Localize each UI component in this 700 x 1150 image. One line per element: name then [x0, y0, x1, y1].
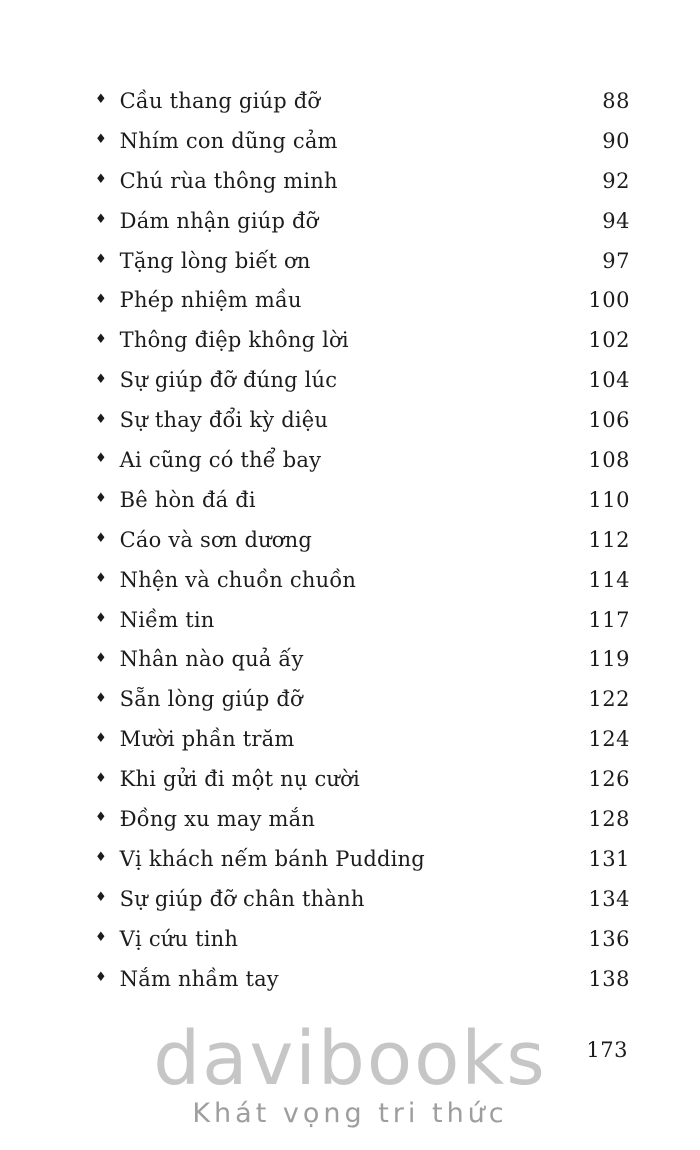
- toc-entry-title: Vị cứu tinh: [119, 926, 239, 951]
- toc-entry-page-number: 90: [602, 128, 630, 153]
- toc-entry-page-number: 114: [588, 567, 630, 592]
- toc-entry: [95, 81, 630, 121]
- diamond-bullet-icon: ♦: [95, 611, 107, 627]
- diamond-bullet-icon: ♦: [95, 770, 107, 786]
- diamond-bullet-icon: ♦: [95, 252, 107, 267]
- toc-entry-title: Vị khách nếm bánh Pudding: [119, 846, 425, 871]
- toc-entry-title: Nắm nhầm tay: [119, 966, 279, 991]
- diamond-bullet-icon: ♦: [95, 172, 107, 188]
- toc-entry-page-number: 131: [588, 846, 630, 871]
- toc-entry: [95, 959, 630, 999]
- toc-entry-page-number: 110: [588, 487, 630, 512]
- toc-entry: [95, 121, 630, 161]
- diamond-bullet-icon: ♦: [95, 92, 107, 108]
- diamond-bullet-icon: ♦: [95, 810, 107, 826]
- toc-entry-page-number: 104: [588, 368, 630, 393]
- diamond-bullet-icon: ♦: [95, 890, 107, 906]
- diamond-bullet-icon: ♦: [95, 930, 107, 946]
- toc-entry-page-number: 117: [588, 607, 630, 632]
- toc-entry-page-number: 94: [602, 208, 630, 233]
- diamond-bullet-icon: ♦: [95, 132, 107, 148]
- diamond-bullet-icon: ♦: [95, 291, 107, 307]
- toc-entry-page-number: 128: [588, 806, 630, 831]
- toc-entry: [95, 600, 630, 640]
- toc-entry: [95, 400, 630, 440]
- toc-entry-page-number: 88: [602, 88, 630, 113]
- toc-entry-title: Cáo và sơn dương: [119, 527, 313, 552]
- page-number: 173: [586, 1038, 628, 1062]
- toc-entry-title: Tặng lòng biết ơn: [119, 248, 311, 273]
- toc-entry-page-number: 112: [588, 527, 630, 552]
- diamond-bullet-icon: ♦: [95, 690, 107, 706]
- toc-entry-page-number: 108: [588, 447, 630, 472]
- toc-entry: [95, 639, 630, 679]
- toc-entry-page-number: 124: [588, 727, 630, 752]
- toc-entry: [95, 440, 630, 480]
- toc-entry-title: Cầu thang giúp đỡ: [119, 88, 321, 113]
- toc-entry: [95, 520, 630, 560]
- toc-entry: [95, 719, 630, 759]
- toc-entry-title: Bê hòn đá đi: [119, 487, 256, 512]
- diamond-bullet-icon: ♦: [95, 491, 107, 507]
- toc-entry-page-number: 134: [588, 886, 630, 911]
- toc-entry: [95, 799, 630, 839]
- diamond-bullet-icon: ♦: [95, 212, 107, 228]
- diamond-bullet-icon: ♦: [95, 331, 107, 347]
- toc-entry-title: Nhân nào quả ấy: [119, 647, 304, 672]
- toc-entry-title: Sự giúp đỡ đúng lúc: [119, 368, 338, 393]
- toc-entry: [95, 480, 630, 520]
- toc-entry-page-number: 92: [602, 168, 630, 193]
- watermark-tagline-text: Khát vọng tri thức: [192, 1098, 508, 1129]
- toc-entry: [95, 360, 630, 400]
- toc-entry-page-number: 106: [588, 408, 630, 433]
- toc-entry: [95, 919, 630, 959]
- toc-entry: [95, 280, 630, 320]
- toc-entry-title: Chú rùa thông minh: [119, 168, 338, 193]
- diamond-bullet-icon: ♦: [95, 730, 107, 746]
- toc-entry-page-number: 126: [588, 767, 630, 792]
- toc-entry-title: Đồng xu may mắn: [119, 806, 316, 831]
- toc-entry-title: Sự giúp đỡ chân thành: [119, 886, 365, 911]
- toc-entry: [95, 161, 630, 201]
- toc-entry-page-number: 100: [588, 288, 630, 313]
- diamond-bullet-icon: ♦: [95, 531, 107, 547]
- diamond-bullet-icon: ♦: [95, 850, 107, 866]
- toc-entry-title: Sẵn lòng giúp đỡ: [119, 687, 303, 712]
- watermark-brand-text: davibooks: [153, 1016, 547, 1102]
- toc-entry-title: Niềm tin: [119, 607, 215, 632]
- toc-entry-title: Thông điệp không lời: [119, 328, 349, 353]
- toc-entry: [95, 560, 630, 600]
- toc-entry-title: Dám nhận giúp đỡ: [119, 208, 319, 233]
- toc-entry-page-number: 122: [588, 687, 630, 712]
- diamond-bullet-icon: ♦: [95, 411, 107, 427]
- toc-entry-page-number: 102: [588, 328, 630, 353]
- diamond-bullet-icon: ♦: [95, 371, 107, 387]
- toc-entry: [95, 201, 630, 241]
- toc-entry-title: Phép nhiệm mầu: [119, 288, 302, 313]
- toc-entry: [95, 759, 630, 799]
- toc-entry: [95, 879, 630, 919]
- diamond-bullet-icon: ♦: [95, 451, 107, 467]
- toc-entry-page-number: 97: [602, 248, 630, 273]
- toc-entry-title: Nhím con dũng cảm: [119, 128, 338, 153]
- toc-entry-title: Nhện và chuồn chuồn: [119, 567, 357, 592]
- toc-entry: [95, 241, 630, 281]
- diamond-bullet-icon: ♦: [95, 650, 107, 666]
- toc-entry: [95, 320, 630, 360]
- diamond-bullet-icon: ♦: [95, 970, 107, 986]
- toc-entry-title: Mười phần trăm: [119, 727, 295, 752]
- table-of-contents: [95, 81, 630, 998]
- toc-entry-title: Khi gửi đi một nụ cười: [119, 767, 360, 792]
- toc-entry: [95, 679, 630, 719]
- diamond-bullet-icon: ♦: [95, 571, 107, 587]
- toc-entry-page-number: 136: [588, 926, 630, 951]
- toc-entry-title: Ai cũng có thể bay: [119, 447, 322, 472]
- toc-entry-title: Sự thay đổi kỳ diệu: [119, 408, 329, 433]
- toc-entry-page-number: 138: [588, 966, 630, 991]
- toc-entry: [95, 839, 630, 879]
- toc-entry-page-number: 119: [588, 647, 630, 672]
